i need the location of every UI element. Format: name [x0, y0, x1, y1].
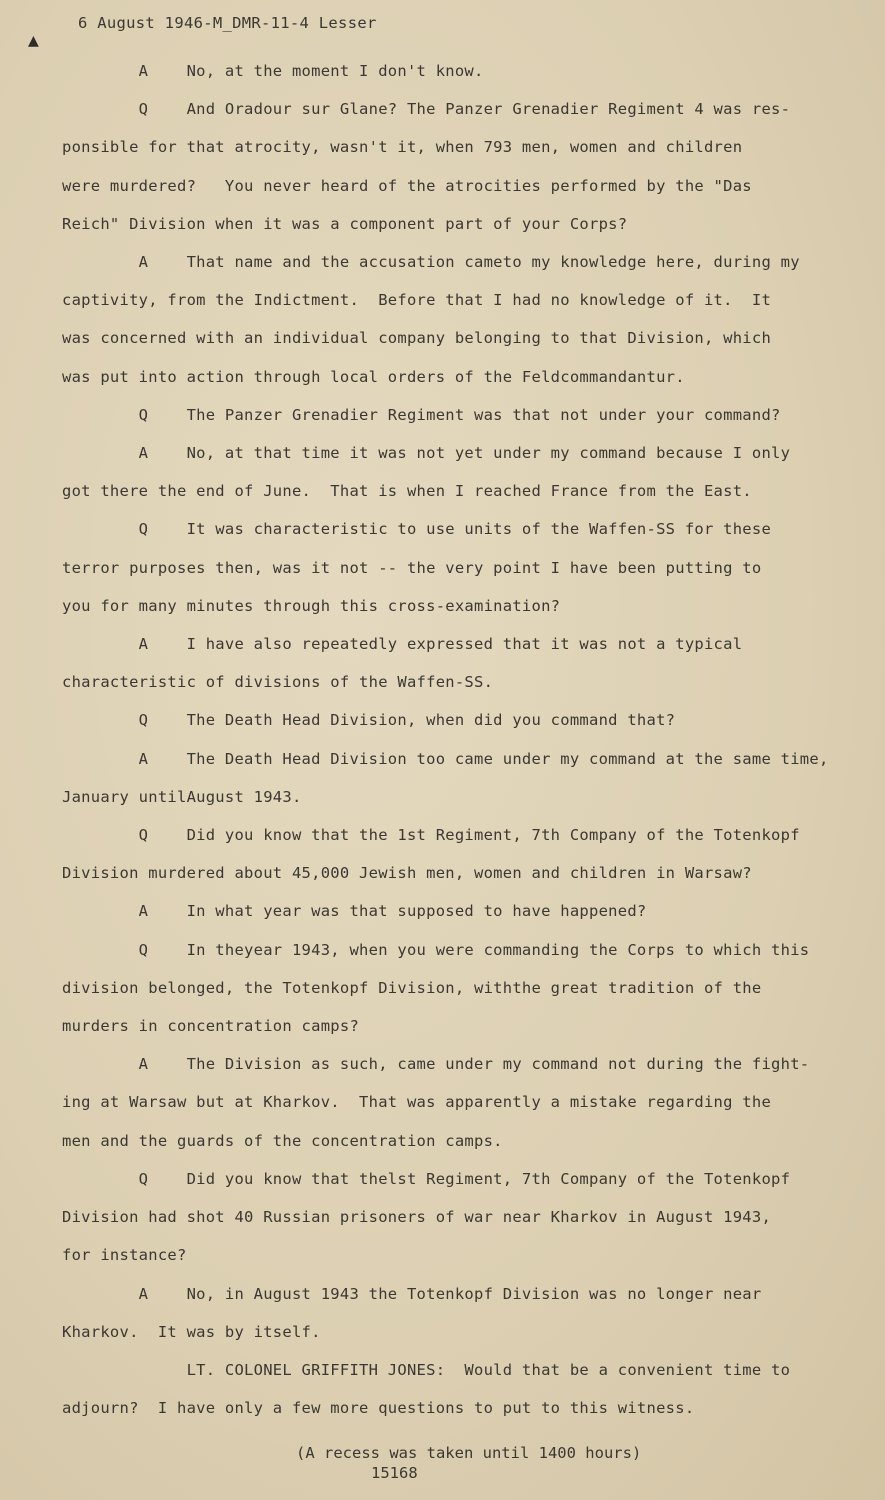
transcript-line: for instance? — [62, 1246, 187, 1265]
page-header: 6 August 1946-M_DMR-11-4 Lesser — [78, 14, 377, 32]
transcript-line: A The Death Head Division too came under my command at the same time, — [62, 749, 829, 768]
transcript-line: division belonged, the Totenkopf Division, withthe great tradition of the — [62, 978, 762, 997]
margin-mark: ▲ — [28, 30, 39, 51]
transcript-line: January untilAugust 1943. — [62, 787, 302, 806]
transcript-line: A That name and the accusation cameto my knowledge here, during my — [62, 253, 800, 272]
transcript-line: terror purposes then, was it not -- the very point I have been putting to — [62, 558, 762, 577]
transcript-line: was put into action through local orders of the Feldcommandantur. — [62, 367, 685, 386]
transcript-line: Q The Panzer Grenadier Regiment was that not under your command? — [62, 405, 781, 424]
transcript-line: ponsible for that atrocity, wasn't it, when 793 men, women and children — [62, 138, 743, 157]
transcript-line: Division murdered about 45,000 Jewish men, women and children in Warsaw? — [62, 864, 752, 883]
transcript-line: Q In theyear 1943, when you were commanding the Corps to which this — [62, 940, 810, 959]
transcript-line: A The Division as such, came under my command not during the fight- — [62, 1055, 810, 1074]
recess-note: (A recess was taken until 1400 hours) — [296, 1444, 642, 1462]
transcript-line: A No, at the moment I don't know. — [62, 62, 484, 80]
transcript-line: A No, at that time it was not yet under my command because I only — [62, 444, 791, 463]
transcript-line: Kharkov. It was by itself. — [62, 1322, 321, 1341]
transcript-line: ing at Warsaw but at Kharkov. That was apparently a mistake regarding the — [62, 1093, 772, 1112]
transcript-line: Q Did you know that the 1st Regiment, 7th Company of the Totenkopf — [62, 826, 800, 845]
transcript-line: A No, in August 1943 the Totenkopf Division was no longer near — [62, 1284, 762, 1303]
transcript-line: Q Did you know that thelst Regiment, 7th Company of the Totenkopf — [62, 1169, 791, 1188]
transcript-line: characteristic of divisions of the Waffen-SS. — [62, 673, 494, 692]
transcript-line: Division had shot 40 Russian prisoners of war near Kharkov in August 1943, — [62, 1208, 772, 1227]
transcript-line: adjourn? I have only a few more questions to put to this witness. — [62, 1399, 695, 1418]
transcript-line: captivity, from the Indictment. Before that I had no knowledge of it. It — [62, 291, 772, 310]
transcript-line: murders in concentration camps? — [62, 1017, 360, 1036]
transcript-line: men and the guards of the concentration camps. — [62, 1131, 503, 1150]
transcript-line: was concerned with an individual company belonging to that Division, which — [62, 329, 772, 348]
transcript-line: A In what year was that supposed to have happened? — [62, 902, 647, 921]
transcript-line: you for many minutes through this cross-examination? — [62, 596, 561, 615]
transcript-line: LT. COLONEL GRIFFITH JONES: Would that be a convenient time to — [62, 1360, 791, 1379]
transcript-line: got there the end of June. That is when I reached France from the East. — [62, 482, 752, 501]
transcript-body — [62, 52, 852, 1427]
page-number: 15168 — [371, 1464, 418, 1482]
transcript-line: Reich" Division when it was a component part of your Corps? — [62, 214, 628, 233]
transcript-line: Q The Death Head Division, when did you command that? — [62, 711, 676, 730]
transcript-line: were murdered? You never heard of the atrocities performed by the "Das — [62, 176, 752, 195]
transcript-line: Q It was characteristic to use units of the Waffen-SS for these — [62, 520, 772, 539]
transcript-line: Q And Oradour sur Glane? The Panzer Grenadier Regiment 4 was res- — [62, 100, 791, 119]
transcript-line: A I have also repeatedly expressed that it was not a typical — [62, 635, 743, 654]
